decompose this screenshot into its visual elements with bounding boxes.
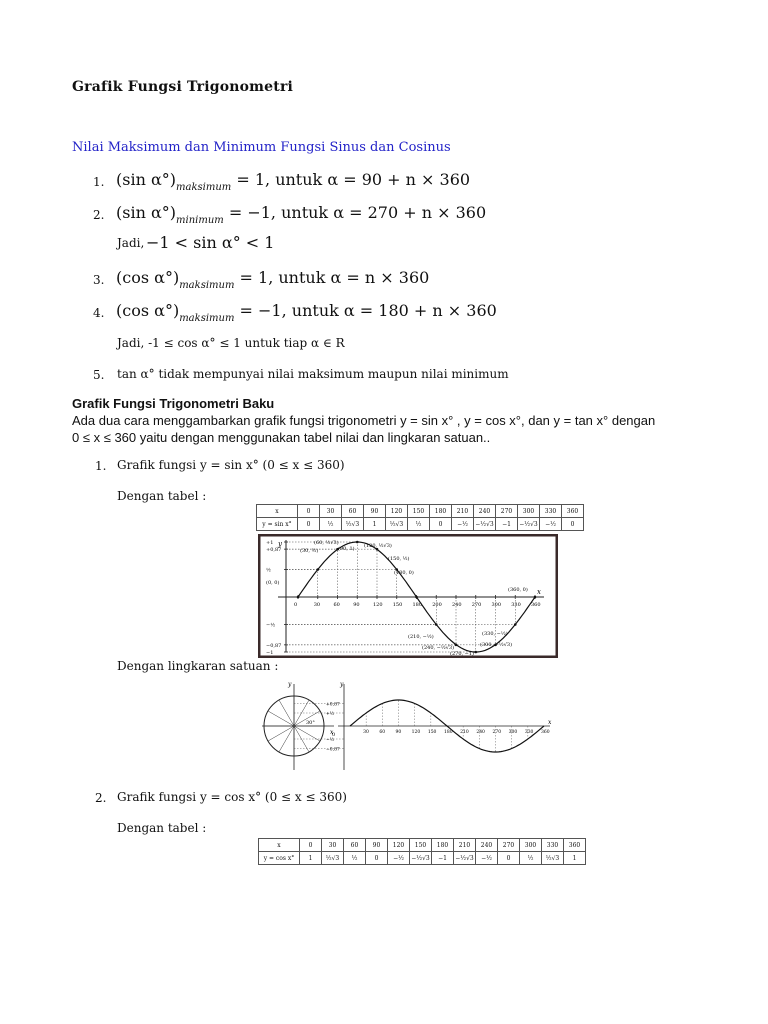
cos-header-cell: 210 bbox=[454, 839, 476, 852]
item5-text: tan α° tidak mempunyai nilai maksimum maupun nilai minimum bbox=[117, 367, 509, 381]
cos-value-cell: −½√3 bbox=[410, 852, 432, 865]
point-label: (210, −½) bbox=[408, 634, 434, 640]
paragraph-line-2: 0 ≤ x ≤ 360 yaitu dengan menggunakan tabel nilai dan lingkaran satuan.. bbox=[72, 430, 491, 445]
point-label: (270, −1) bbox=[450, 651, 474, 657]
cos-value-cell: −½ bbox=[476, 852, 498, 865]
sin-table-value-row bbox=[257, 518, 584, 531]
x-tick-label: 60 bbox=[333, 602, 340, 608]
sub1-lingkaran-label: Dengan lingkaran satuan : bbox=[117, 659, 279, 673]
cos-header-cell: 270 bbox=[498, 839, 520, 852]
sin-value-cell: ½ bbox=[408, 518, 430, 531]
graph-x-tick-label: 120 bbox=[411, 730, 421, 735]
circle-y-label: y bbox=[288, 681, 292, 688]
expr-subscript: minimum bbox=[176, 215, 224, 226]
cos-header-cell: 360 bbox=[564, 839, 586, 852]
x-tick-label: 240 bbox=[452, 602, 462, 608]
expr-main: (cos α°) bbox=[116, 268, 180, 287]
sin-header-cell: 30 bbox=[320, 505, 342, 518]
y-tick-label: +0,87 bbox=[266, 547, 282, 554]
sin-value-cell: ½√3 bbox=[342, 518, 364, 531]
data-point bbox=[435, 623, 438, 626]
graph-x-tick-label: 270 bbox=[492, 730, 502, 735]
cos-value-cell: −½√3 bbox=[454, 852, 476, 865]
radius-line bbox=[294, 726, 320, 741]
x-tick-label: 200 bbox=[432, 602, 442, 608]
cos-value-cell: 1 bbox=[564, 852, 586, 865]
sin-header-cell: 0 bbox=[298, 505, 320, 518]
point-label: (180, 0) bbox=[394, 570, 414, 576]
expr-main: (sin α°) bbox=[116, 170, 177, 189]
expr-rest: = −1, untuk α = 270 + n × 360 bbox=[223, 203, 487, 222]
graph-y-label: y bbox=[340, 681, 344, 688]
item-number: 2. bbox=[93, 208, 105, 222]
sin-graph bbox=[258, 534, 558, 658]
data-point bbox=[455, 644, 458, 647]
expr-subscript: maksimum bbox=[179, 313, 235, 324]
math-expression bbox=[116, 301, 497, 324]
graph-x-tick-label: 330 bbox=[524, 730, 534, 735]
graph-y-tick-label: +0,87 bbox=[326, 702, 340, 708]
item-number: 4. bbox=[93, 306, 105, 320]
graph-x-tick-label: 30 bbox=[363, 730, 369, 735]
data-point bbox=[415, 596, 418, 599]
y-tick-label: +1 bbox=[266, 540, 274, 546]
cos-value-cell: ½ bbox=[520, 852, 542, 865]
sin-header-cell: x bbox=[257, 505, 298, 518]
expr-subscript: maksimum bbox=[176, 182, 232, 193]
graph-x-tick-label: 150 bbox=[427, 730, 437, 735]
graph-x-tick-label: 300 bbox=[508, 730, 518, 735]
sin-value-cell: ½ bbox=[320, 518, 342, 531]
jadi-label-1: Jadi, bbox=[117, 236, 145, 250]
sin-header-cell: 330 bbox=[540, 505, 562, 518]
graph-x-tick-label: 210 bbox=[460, 730, 469, 735]
point-label: (360, 0) bbox=[508, 587, 528, 593]
cos-header-cell: 30 bbox=[322, 839, 344, 852]
x-tick-label: 90 bbox=[353, 602, 360, 608]
graph-x-label: x bbox=[548, 719, 552, 726]
expr-rest: = −1, untuk α = 180 + n × 360 bbox=[234, 301, 497, 320]
math-expression bbox=[116, 170, 470, 193]
radius-line bbox=[279, 726, 294, 752]
cos-header-cell: 180 bbox=[432, 839, 454, 852]
sin-value-cell: −½√3 bbox=[518, 518, 540, 531]
graph-x-tick-label: 180 bbox=[444, 730, 453, 735]
expr-main: (sin α°) bbox=[116, 203, 177, 222]
sin-header-cell: 60 bbox=[342, 505, 364, 518]
sin-table-header-row bbox=[257, 505, 584, 518]
page-title: Grafik Fungsi Trigonometri bbox=[72, 79, 294, 95]
cos-header-cell: 300 bbox=[520, 839, 542, 852]
y-tick-label: ½ bbox=[266, 567, 271, 574]
x-tick-label: 270 bbox=[471, 602, 482, 608]
item-number: 1. bbox=[93, 175, 105, 189]
graph-y-tick-label: −½ bbox=[326, 738, 335, 743]
expr-rest: = 1, untuk α = n × 360 bbox=[234, 268, 430, 287]
radius-line bbox=[268, 726, 294, 741]
cos-header-cell: 90 bbox=[366, 839, 388, 852]
expr-main: (cos α°) bbox=[116, 301, 180, 320]
cos-value-cell: 1 bbox=[300, 852, 322, 865]
x-tick-label: 30 bbox=[313, 602, 321, 608]
cos-value-cell: −1 bbox=[432, 852, 454, 865]
point-label: (90, 1) bbox=[338, 546, 355, 552]
y-tick-label: −½ bbox=[266, 622, 276, 629]
cos-header-cell: 0 bbox=[300, 839, 322, 852]
data-point bbox=[474, 651, 477, 654]
paragraph-line-1: Ada dua cara menggambarkan grafik fungsi trigonometri y = sin x° , y = cos x°, dan y = tan x° dengan bbox=[72, 413, 656, 428]
point-label: (240, −½√3) bbox=[422, 645, 455, 651]
cos-value-cell: ½ bbox=[344, 852, 366, 865]
cos-table-value-row bbox=[259, 852, 586, 865]
x-tick-label: 300 bbox=[491, 602, 502, 608]
cos-table-header-row bbox=[259, 839, 586, 852]
cos-header-cell: 150 bbox=[410, 839, 432, 852]
sin-header-cell: 240 bbox=[474, 505, 496, 518]
sub2-heading: Grafik fungsi y = cos x° (0 ≤ x ≤ 360) bbox=[117, 790, 347, 804]
sin-value-cell: −½√3 bbox=[474, 518, 496, 531]
cos-value-cell: ½√3 bbox=[322, 852, 344, 865]
math-expression bbox=[116, 268, 429, 291]
cos-value-table bbox=[258, 838, 586, 865]
sub1-number: 1. bbox=[95, 459, 107, 473]
x-tick-label: 0 bbox=[294, 602, 298, 608]
sin-header-cell: 150 bbox=[408, 505, 430, 518]
x-tick-label: 150 bbox=[392, 602, 403, 608]
item5-number: 5. bbox=[93, 368, 105, 382]
sub2-tabel-label: Dengan tabel : bbox=[117, 821, 207, 835]
graph-x-tick-label: 90 bbox=[395, 730, 402, 735]
graph-x-tick-label: 240 bbox=[476, 730, 485, 735]
cos-value-cell: −½ bbox=[388, 852, 410, 865]
expr-subscript: maksimum bbox=[179, 280, 235, 291]
sin-value-cell: y = sin x° bbox=[257, 518, 298, 531]
math-expression bbox=[116, 203, 486, 226]
sin-header-cell: 270 bbox=[496, 505, 518, 518]
sub1-tabel-label: Dengan tabel : bbox=[117, 489, 207, 503]
cos-header-cell: 240 bbox=[476, 839, 498, 852]
jadi-cos-range: Jadi, -1 ≤ cos α° ≤ 1 untuk tiap α ∈ R bbox=[117, 336, 345, 350]
sin-header-cell: 210 bbox=[452, 505, 474, 518]
point-label: (300, −½√3) bbox=[480, 642, 513, 648]
point-label: (120, ½√3) bbox=[364, 543, 392, 549]
point-label: (150, ½) bbox=[388, 556, 410, 562]
cos-header-cell: 60 bbox=[344, 839, 366, 852]
sin-header-cell: 90 bbox=[364, 505, 386, 518]
sin-value-cell: −1 bbox=[496, 518, 518, 531]
radius-line bbox=[268, 711, 294, 726]
sin-value-cell: −½ bbox=[452, 518, 474, 531]
radius-line bbox=[279, 700, 294, 726]
cos-header-cell: 120 bbox=[388, 839, 410, 852]
origin-label: 0 bbox=[332, 732, 336, 738]
section-heading-grafik-baku: Grafik Fungsi Trigonometri Baku bbox=[72, 396, 275, 411]
data-point bbox=[316, 568, 319, 571]
data-point bbox=[514, 623, 517, 626]
data-point bbox=[534, 596, 537, 599]
sub1-heading: Grafik fungsi y = sin x° (0 ≤ x ≤ 360) bbox=[117, 458, 345, 472]
jadi-sin-range: −1 < sin α° < 1 bbox=[146, 233, 275, 252]
graph-x-tick-label: 360 bbox=[541, 730, 550, 735]
point-label: (60, ½√3) bbox=[314, 540, 339, 546]
circle-x-label: x bbox=[330, 729, 334, 736]
sin-value-cell: 0 bbox=[430, 518, 452, 531]
cos-value-cell: 0 bbox=[498, 852, 520, 865]
sin-header-cell: 300 bbox=[518, 505, 540, 518]
y-axis-label: y bbox=[278, 540, 282, 548]
x-tick-label: 360 bbox=[531, 602, 541, 608]
y-tick-label: −1 bbox=[266, 650, 274, 656]
data-point bbox=[297, 596, 300, 599]
cos-value-cell: y = cos x° bbox=[259, 852, 300, 865]
sin-value-cell: −½ bbox=[540, 518, 562, 531]
sin-value-cell: 0 bbox=[298, 518, 320, 531]
cos-value-cell: 0 bbox=[366, 852, 388, 865]
sin-header-cell: 180 bbox=[430, 505, 452, 518]
graph-x-tick-label: 60 bbox=[379, 730, 386, 735]
graph-y-tick-label: −0,87 bbox=[326, 747, 340, 753]
sin-header-cell: 120 bbox=[386, 505, 408, 518]
sub2-number: 2. bbox=[95, 791, 107, 805]
x-tick-label: 120 bbox=[373, 602, 383, 608]
angle-label: 30° bbox=[306, 720, 315, 726]
point-label: (30, ½) bbox=[300, 548, 319, 554]
cos-value-cell: ½√3 bbox=[542, 852, 564, 865]
sin-value-cell: ½√3 bbox=[386, 518, 408, 531]
cos-header-cell: 330 bbox=[542, 839, 564, 852]
graph-y-tick-label: +½ bbox=[326, 712, 335, 717]
sin-value-table bbox=[256, 504, 584, 531]
item-number: 3. bbox=[93, 273, 105, 287]
y-tick-label: −0,87 bbox=[266, 642, 282, 649]
point-label: (330, −½) bbox=[482, 631, 508, 637]
sin-value-cell: 1 bbox=[364, 518, 386, 531]
point-label: (0, 0) bbox=[266, 580, 280, 586]
section-heading-max-min: Nilai Maksimum dan Minimum Fungsi Sinus dan Cosinus bbox=[72, 140, 451, 155]
sin-value-cell: 0 bbox=[562, 518, 584, 531]
x-tick-label: 180 bbox=[412, 602, 423, 608]
cos-header-cell: x bbox=[259, 839, 300, 852]
sin-header-cell: 360 bbox=[562, 505, 584, 518]
expr-rest: = 1, untuk α = 90 + n × 360 bbox=[231, 170, 471, 189]
x-tick-label: 330 bbox=[511, 602, 521, 608]
x-axis-label: x bbox=[537, 588, 541, 596]
data-point bbox=[356, 541, 359, 544]
unit-circle-sin-graph bbox=[258, 678, 558, 772]
